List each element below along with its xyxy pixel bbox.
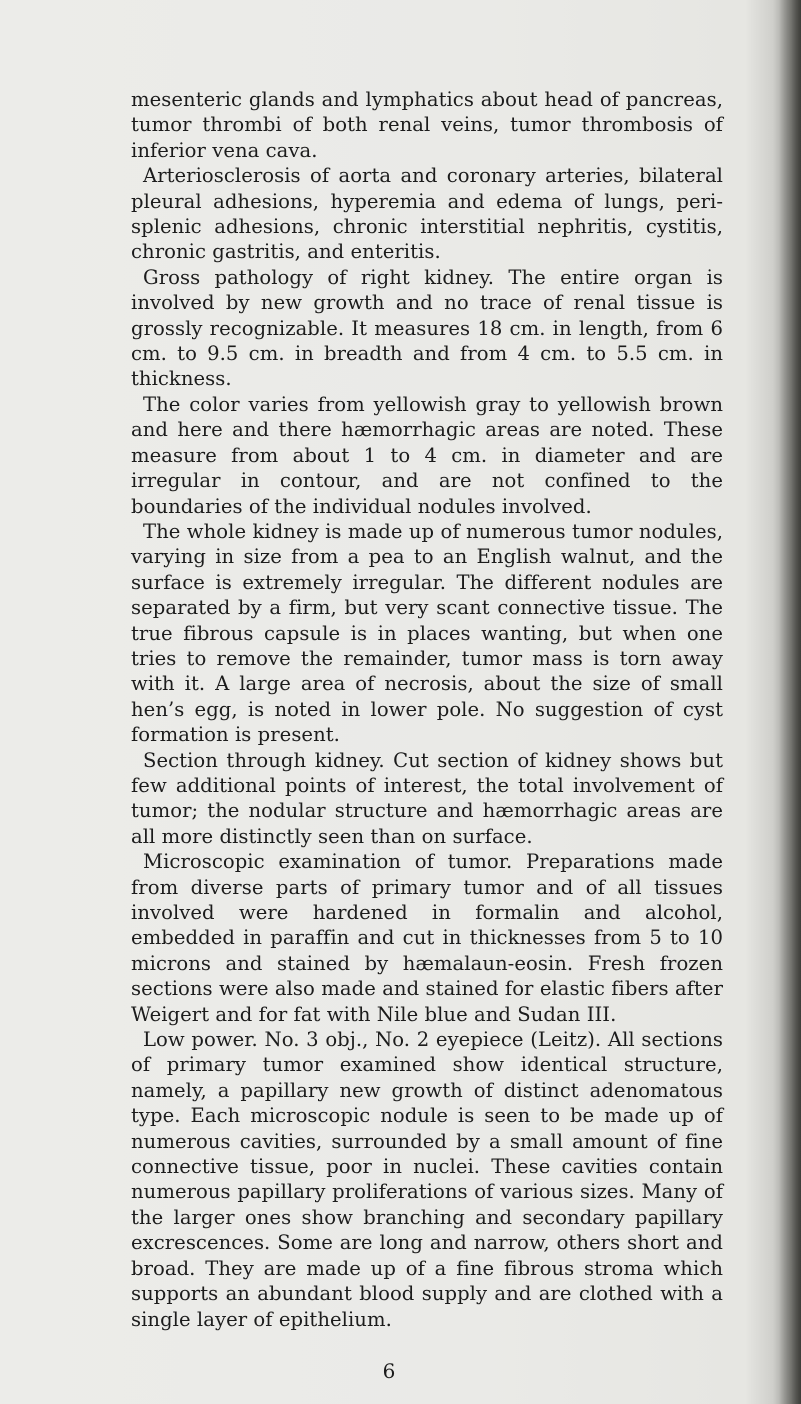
body-text bbox=[131, 87, 723, 1332]
paragraph-microscopic: Microscopic examination of tumor. Preparations made from diverse parts of primary tumor and of all tissues involved were hardened in formalin and alcohol, embedded in paraffin and cut in thicknesses from 5 to 10 microns and stained by hæmalaun-eosin. Fresh frozen sections were also made and stained for elastic fibers after Weigert and for fat with Nile blue and Sudan III. bbox=[131, 850, 723, 1026]
page-number: 6 bbox=[382, 1359, 396, 1383]
paragraph-gross-pathology: Gross pathology of right kidney. The entire organ is involved by new growth and no trace of renal tissue is grossly recognizable. It measures 18 cm. in length, from 6 cm. to 9.5 cm. in breadth and from 4 cm. to 5.5 cm. in thickness. bbox=[131, 265, 723, 391]
paragraph-section: Section through kidney. Cut section of kidney shows but few additional points of interest, the total involvement of tumor; the nodular structure and hæmorrhagic areas are all more distinctly seen than on surface. bbox=[131, 748, 723, 848]
paragraph-continuation: mesenteric glands and lymphatics about head of pancreas, tumor thrombi of both renal veins, tumor thrombosis of inferior vena cava. bbox=[131, 88, 723, 162]
paragraph-arteriosclerosis: Arteriosclerosis of aorta and coronary arteries, bilateral pleural adhesions, hyperemia and edema of lungs, peri-splenic adhesions, chronic interstitial nephritis, cystitis, chronic gastritis, and enteritis. bbox=[131, 164, 723, 264]
paragraph-color: The color varies from yellowish gray to yellowish brown and here and there hæmorrhagic areas are noted. These measure from about 1 to 4 cm. in diameter and are irregular in contour, and are not confined to the boundaries of the individual nodules involved. bbox=[131, 392, 723, 518]
paragraph-low-power: Low power. No. 3 obj., No. 2 eyepiece (Leitz). All sections of primary tumor examined show identical structure, namely, a papillary new growth of distinct adenomatous type. Each microscopic nodule is seen to be made up of numerous cavities, surrounded by a small amount of fine connective tissue, poor in nuclei. These cavities contain numerous papillary proliferations of various sizes. Many of the larger ones show branching and secondary papillary excrescences. Some are long and narrow, others short and broad. They are made up of a fine fibrous stroma which supports an abundant blood supply and are clothed with a single layer of epithelium. bbox=[131, 1028, 723, 1331]
page-edge-shadow bbox=[779, 0, 801, 1404]
paragraph-nodules: The whole kidney is made up of numerous tumor nodules, varying in size from a pea to an English walnut, and the surface is extremely irregular. The different nodules are separated by a firm, but very scant connective tissue. The true fibrous capsule is in places wanting, but when one tries to remove the remainder, tumor mass is torn away with it. A large area of necrosis, about the size of small hen’s egg, is noted in lower pole. No suggestion of cyst formation is present. bbox=[131, 519, 723, 747]
